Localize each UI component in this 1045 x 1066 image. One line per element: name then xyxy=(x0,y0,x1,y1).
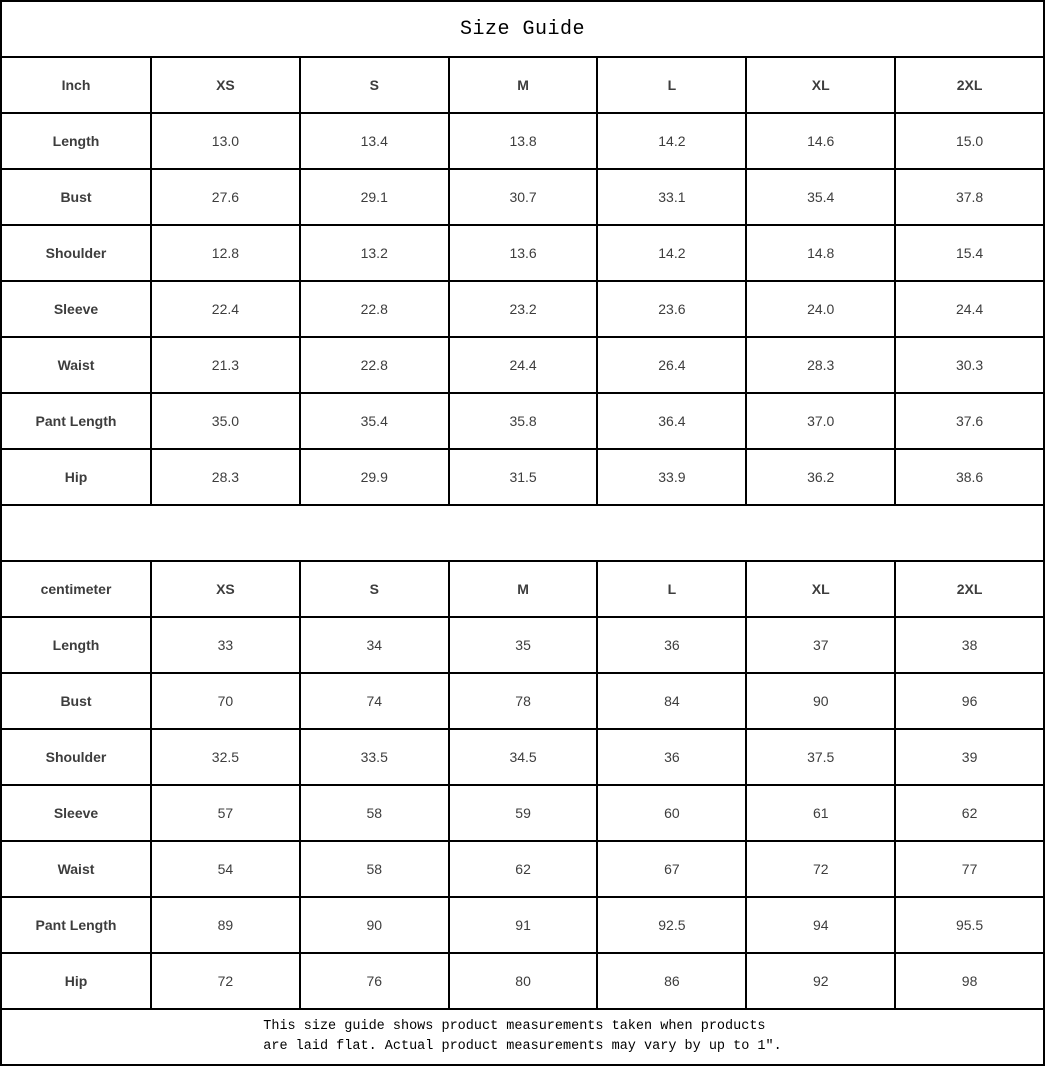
measurement-value: 23.6 xyxy=(597,281,746,337)
measurement-value: 30.7 xyxy=(449,169,598,225)
measurement-row-label: Waist xyxy=(1,337,151,393)
measurement-value: 28.3 xyxy=(151,449,300,505)
measurement-value: 13.6 xyxy=(449,225,598,281)
measurement-row-label: Length xyxy=(1,617,151,673)
measurement-value: 35 xyxy=(449,617,598,673)
page-title: Size Guide xyxy=(1,1,1044,57)
measurement-value: 14.2 xyxy=(597,113,746,169)
measurement-value: 34.5 xyxy=(449,729,598,785)
table-spacer xyxy=(1,505,1044,561)
measurement-value: 35.4 xyxy=(300,393,449,449)
measurement-value: 78 xyxy=(449,673,598,729)
size-header: 2XL xyxy=(895,57,1044,113)
footer-note-line2: are laid flat. Actual product measurements may vary by up to 1″. xyxy=(263,1039,782,1054)
measurement-value: 84 xyxy=(597,673,746,729)
measurement-value: 14.8 xyxy=(746,225,895,281)
measurement-value: 91 xyxy=(449,897,598,953)
size-header: S xyxy=(300,57,449,113)
measurement-value: 22.8 xyxy=(300,281,449,337)
table-row xyxy=(1,449,1044,505)
measurement-value: 57 xyxy=(151,785,300,841)
measurement-value: 94 xyxy=(746,897,895,953)
table-row xyxy=(1,169,1044,225)
measurement-value: 59 xyxy=(449,785,598,841)
measurement-value: 33 xyxy=(151,617,300,673)
measurement-value: 34 xyxy=(300,617,449,673)
table-row xyxy=(1,393,1044,449)
measurement-value: 36.2 xyxy=(746,449,895,505)
measurement-value: 26.4 xyxy=(597,337,746,393)
measurement-value: 35.8 xyxy=(449,393,598,449)
measurement-value: 62 xyxy=(895,785,1044,841)
measurement-value: 30.3 xyxy=(895,337,1044,393)
measurement-value: 27.6 xyxy=(151,169,300,225)
measurement-value: 72 xyxy=(151,953,300,1009)
size-header: XL xyxy=(746,561,895,617)
measurement-row-label: Pant Length xyxy=(1,897,151,953)
measurement-row-label: Sleeve xyxy=(1,785,151,841)
title-row xyxy=(1,1,1044,57)
measurement-value: 13.4 xyxy=(300,113,449,169)
measurement-value: 24.4 xyxy=(895,281,1044,337)
measurement-value: 37.8 xyxy=(895,169,1044,225)
measurement-value: 36 xyxy=(597,617,746,673)
unit-label: centimeter xyxy=(1,561,151,617)
measurement-value: 38.6 xyxy=(895,449,1044,505)
measurement-value: 92 xyxy=(746,953,895,1009)
measurement-value: 15.0 xyxy=(895,113,1044,169)
unit-label: Inch xyxy=(1,57,151,113)
size-header: M xyxy=(449,561,598,617)
measurement-row-label: Shoulder xyxy=(1,225,151,281)
measurement-row-label: Bust xyxy=(1,169,151,225)
measurement-value: 38 xyxy=(895,617,1044,673)
size-header-row xyxy=(1,57,1044,113)
measurement-value: 96 xyxy=(895,673,1044,729)
measurement-value: 70 xyxy=(151,673,300,729)
measurement-value: 13.8 xyxy=(449,113,598,169)
measurement-row-label: Hip xyxy=(1,449,151,505)
size-header: XS xyxy=(151,57,300,113)
measurement-value: 61 xyxy=(746,785,895,841)
measurement-value: 14.6 xyxy=(746,113,895,169)
measurement-value: 77 xyxy=(895,841,1044,897)
size-header: S xyxy=(300,561,449,617)
measurement-value: 29.1 xyxy=(300,169,449,225)
measurement-value: 67 xyxy=(597,841,746,897)
measurement-value: 15.4 xyxy=(895,225,1044,281)
table-row xyxy=(1,953,1044,1009)
measurement-value: 62 xyxy=(449,841,598,897)
measurement-row-label: Length xyxy=(1,113,151,169)
measurement-value: 23.2 xyxy=(449,281,598,337)
size-header: 2XL xyxy=(895,561,1044,617)
measurement-value: 54 xyxy=(151,841,300,897)
measurement-row-label: Hip xyxy=(1,953,151,1009)
size-header: M xyxy=(449,57,598,113)
measurement-value: 74 xyxy=(300,673,449,729)
measurement-value: 13.2 xyxy=(300,225,449,281)
measurement-row-label: Sleeve xyxy=(1,281,151,337)
measurement-row-label: Pant Length xyxy=(1,393,151,449)
measurement-value: 29.9 xyxy=(300,449,449,505)
measurement-row-label: Bust xyxy=(1,673,151,729)
footer-note-cell xyxy=(1,1009,1044,1065)
measurement-value: 90 xyxy=(300,897,449,953)
measurement-value: 80 xyxy=(449,953,598,1009)
measurement-value: 95.5 xyxy=(895,897,1044,953)
size-header: XL xyxy=(746,57,895,113)
measurement-value: 24.0 xyxy=(746,281,895,337)
measurement-value: 90 xyxy=(746,673,895,729)
table-row xyxy=(1,785,1044,841)
measurement-row-label: Shoulder xyxy=(1,729,151,785)
measurement-value: 60 xyxy=(597,785,746,841)
measurement-value: 33.1 xyxy=(597,169,746,225)
measurement-value: 92.5 xyxy=(597,897,746,953)
table-row xyxy=(1,113,1044,169)
measurement-value: 36 xyxy=(597,729,746,785)
table-row xyxy=(1,897,1044,953)
measurement-value: 32.5 xyxy=(151,729,300,785)
measurement-value: 33.9 xyxy=(597,449,746,505)
measurement-value: 37.5 xyxy=(746,729,895,785)
table-spacer-row xyxy=(1,505,1044,561)
footer-note-row xyxy=(1,1009,1044,1065)
measurement-value: 89 xyxy=(151,897,300,953)
size-header-row xyxy=(1,561,1044,617)
measurement-value: 22.8 xyxy=(300,337,449,393)
measurement-value: 37 xyxy=(746,617,895,673)
table-row xyxy=(1,729,1044,785)
size-header: L xyxy=(597,57,746,113)
measurement-value: 24.4 xyxy=(449,337,598,393)
measurement-value: 58 xyxy=(300,785,449,841)
measurement-value: 76 xyxy=(300,953,449,1009)
size-header: L xyxy=(597,561,746,617)
measurement-value: 37.6 xyxy=(895,393,1044,449)
measurement-value: 22.4 xyxy=(151,281,300,337)
table-row xyxy=(1,617,1044,673)
measurement-value: 14.2 xyxy=(597,225,746,281)
measurement-row-label: Waist xyxy=(1,841,151,897)
measurement-value: 28.3 xyxy=(746,337,895,393)
measurement-value: 21.3 xyxy=(151,337,300,393)
measurement-value: 86 xyxy=(597,953,746,1009)
footer-note xyxy=(263,1017,781,1057)
measurement-value: 33.5 xyxy=(300,729,449,785)
footer-note-line1: This size guide shows product measurements taken when products xyxy=(263,1019,766,1034)
measurement-value: 31.5 xyxy=(449,449,598,505)
measurement-value: 12.8 xyxy=(151,225,300,281)
measurement-value: 37.0 xyxy=(746,393,895,449)
measurement-value: 98 xyxy=(895,953,1044,1009)
measurement-value: 35.0 xyxy=(151,393,300,449)
measurement-value: 36.4 xyxy=(597,393,746,449)
table-row xyxy=(1,225,1044,281)
measurement-value: 39 xyxy=(895,729,1044,785)
measurement-value: 58 xyxy=(300,841,449,897)
measurement-value: 35.4 xyxy=(746,169,895,225)
table-row xyxy=(1,841,1044,897)
table-row xyxy=(1,281,1044,337)
measurement-value: 72 xyxy=(746,841,895,897)
table-row xyxy=(1,673,1044,729)
measurement-value: 13.0 xyxy=(151,113,300,169)
table-row xyxy=(1,337,1044,393)
size-header: XS xyxy=(151,561,300,617)
